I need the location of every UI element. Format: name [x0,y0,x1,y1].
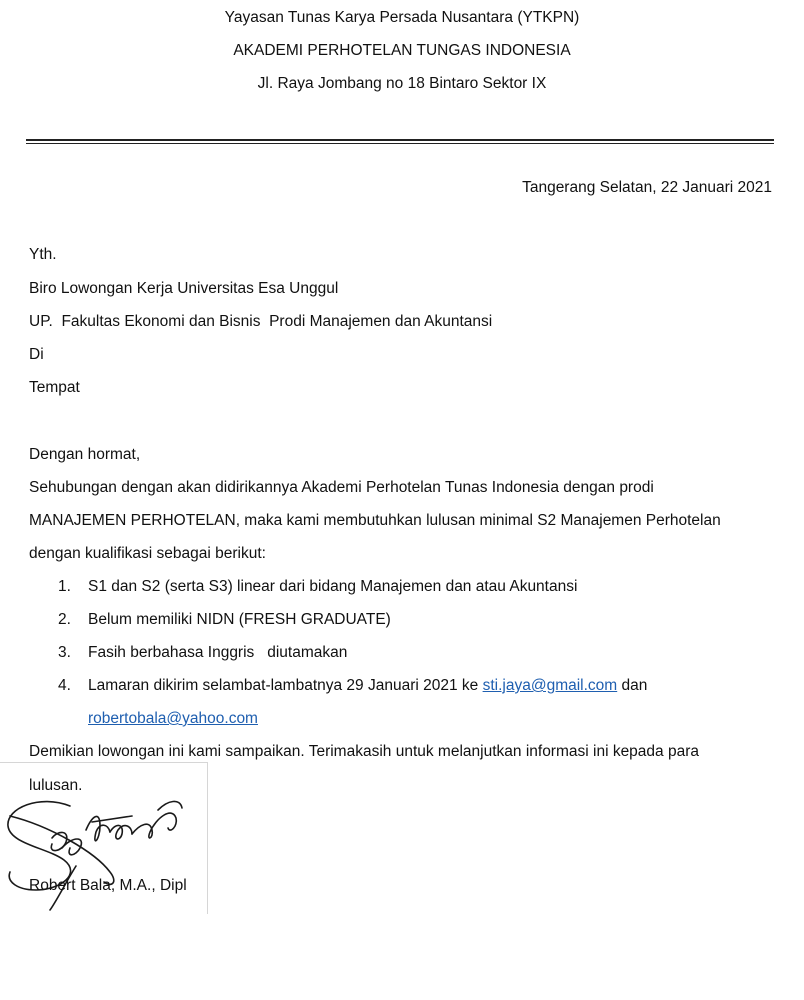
closing-line: Demikian lowongan ini kami sampaikan. Terimakasih untuk melanjutkan informasi ini kepada para [29,743,699,760]
list-item [88,676,647,696]
recipient-attention: UP. Fakultas Ekonomi dan Bisnis Prodi Manajemen dan Akuntansi [29,313,493,330]
paragraph-line: Sehubungan dengan akan didirikannya Akademi Perhotelan Tunas Indonesia dengan prodi [29,479,654,496]
recipient-salutation: Yth. [29,246,57,263]
letterhead-divider-bottom [26,143,774,144]
letterhead-divider-top [26,139,774,141]
date-line: Tangerang Selatan, 22 Januari 2021 [522,179,772,196]
signatory-name: Robert Bala, M.A., Dipl [29,877,187,894]
recipient-at: Di [29,346,44,363]
handwritten-signature-image [0,786,210,916]
letterhead-academy: AKADEMI PERHOTELAN TUNGAS INDONESIA [233,42,571,59]
email-link-robertobala[interactable]: robertobala@yahoo.com [88,710,258,727]
recipient-place: Tempat [29,379,80,396]
list-item-connector: dan [617,677,648,694]
greeting: Dengan hormat, [29,446,141,463]
list-number: 2. [58,611,71,628]
list-item-continuation [88,709,258,729]
list-item-text: Lamaran dikirim selambat-lambatnya 29 Januari 2021 ke [88,677,483,694]
list-item: Belum memiliki NIDN (FRESH GRADUATE) [88,611,391,628]
paragraph-line: dengan kualifikasi sebagai berikut: [29,545,266,562]
paragraph-line: MANAJEMEN PERHOTELAN, maka kami membutuhkan lulusan minimal S2 Manajemen Perhotelan [29,512,721,529]
list-item: Fasih berbahasa Inggris diutamakan [88,644,348,661]
list-number: 3. [58,644,71,661]
list-number: 4. [58,677,71,694]
closing-line: lulusan. [29,777,83,794]
list-item: S1 dan S2 (serta S3) linear dari bidang Manajemen dan atau Akuntansi [88,578,578,595]
letterhead-address: Jl. Raya Jombang no 18 Bintaro Sektor IX [257,75,547,92]
letterhead-foundation: Yayasan Tunas Karya Persada Nusantara (YTKPN) [224,9,580,26]
list-number: 1. [58,578,71,595]
recipient-name: Biro Lowongan Kerja Universitas Esa Unggul [29,280,339,297]
email-link-sti-jaya[interactable]: sti.jaya@gmail.com [482,677,618,694]
